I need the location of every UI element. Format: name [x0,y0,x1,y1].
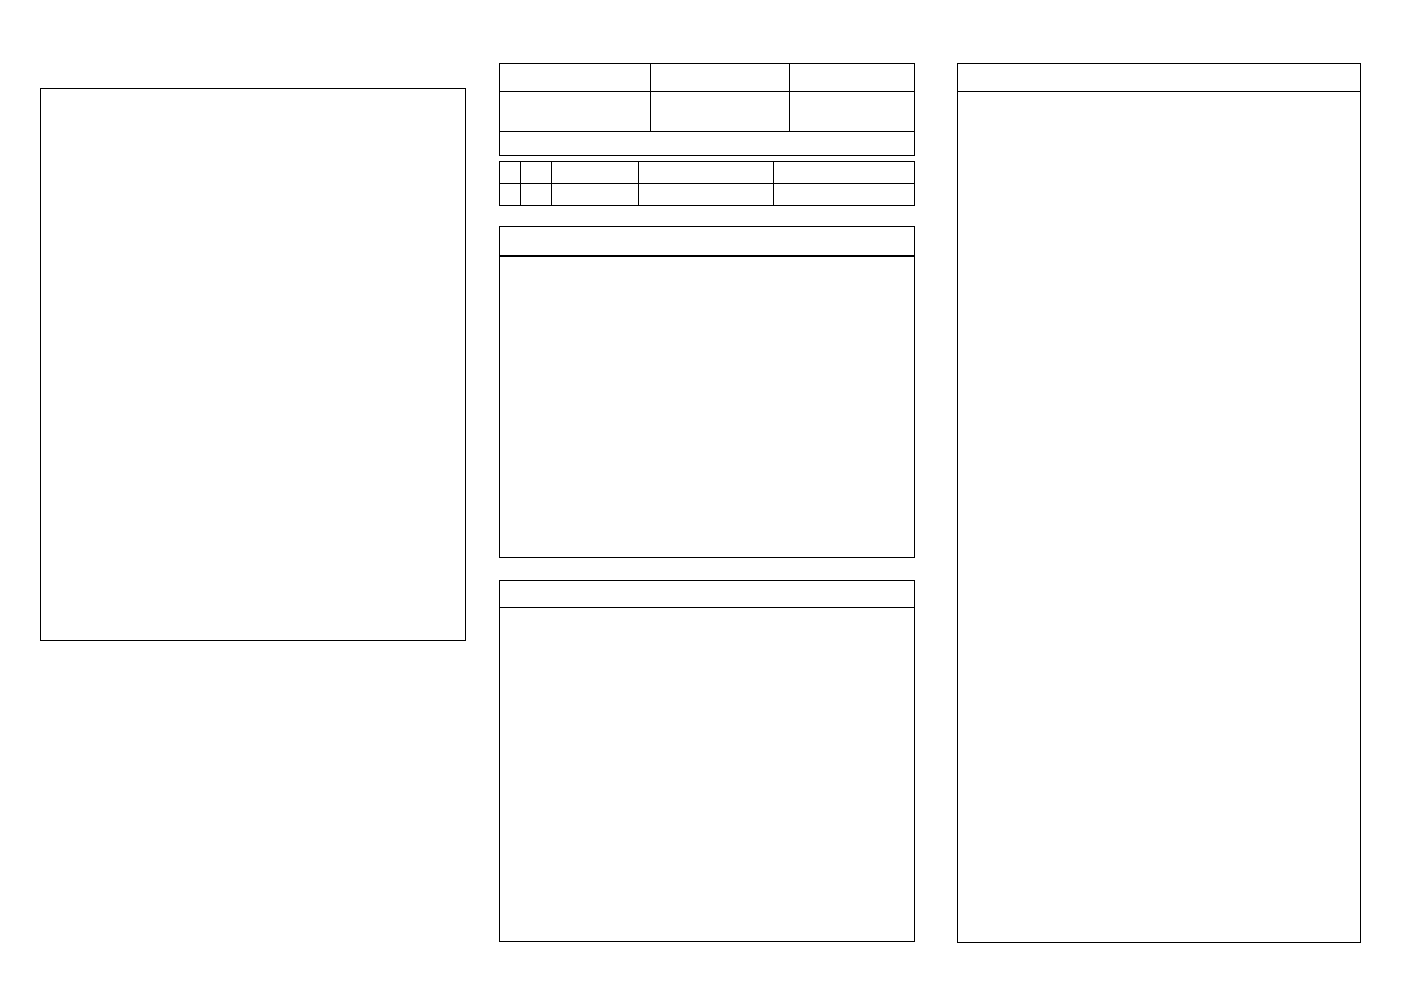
service-table [499,63,915,156]
life-word-title [958,64,1360,92]
meditation-header [500,581,914,608]
next-sunday-title [500,132,915,156]
service-header [790,64,915,92]
duty-offering-song [639,162,774,184]
offering-box [499,256,915,558]
duty-afternoon [774,162,915,184]
duty-offering-song [639,184,774,206]
service-header [651,64,790,92]
duty-col-label [500,184,521,206]
duty-table [499,161,915,206]
meditation-box [499,580,915,942]
duty-part [521,184,552,206]
duty-part [521,162,552,184]
service-header [500,64,651,92]
duty-person [552,162,639,184]
service-cell [500,92,651,132]
worship-order-box [40,88,466,641]
service-cell [651,92,790,132]
life-word-box [957,63,1361,943]
offering-title-box [499,226,915,256]
duty-afternoon [774,184,915,206]
meditation-body [500,608,914,614]
duty-col-label [500,162,521,184]
service-cell [790,92,915,132]
worship-schedule-line [41,95,465,110]
duty-person [552,184,639,206]
